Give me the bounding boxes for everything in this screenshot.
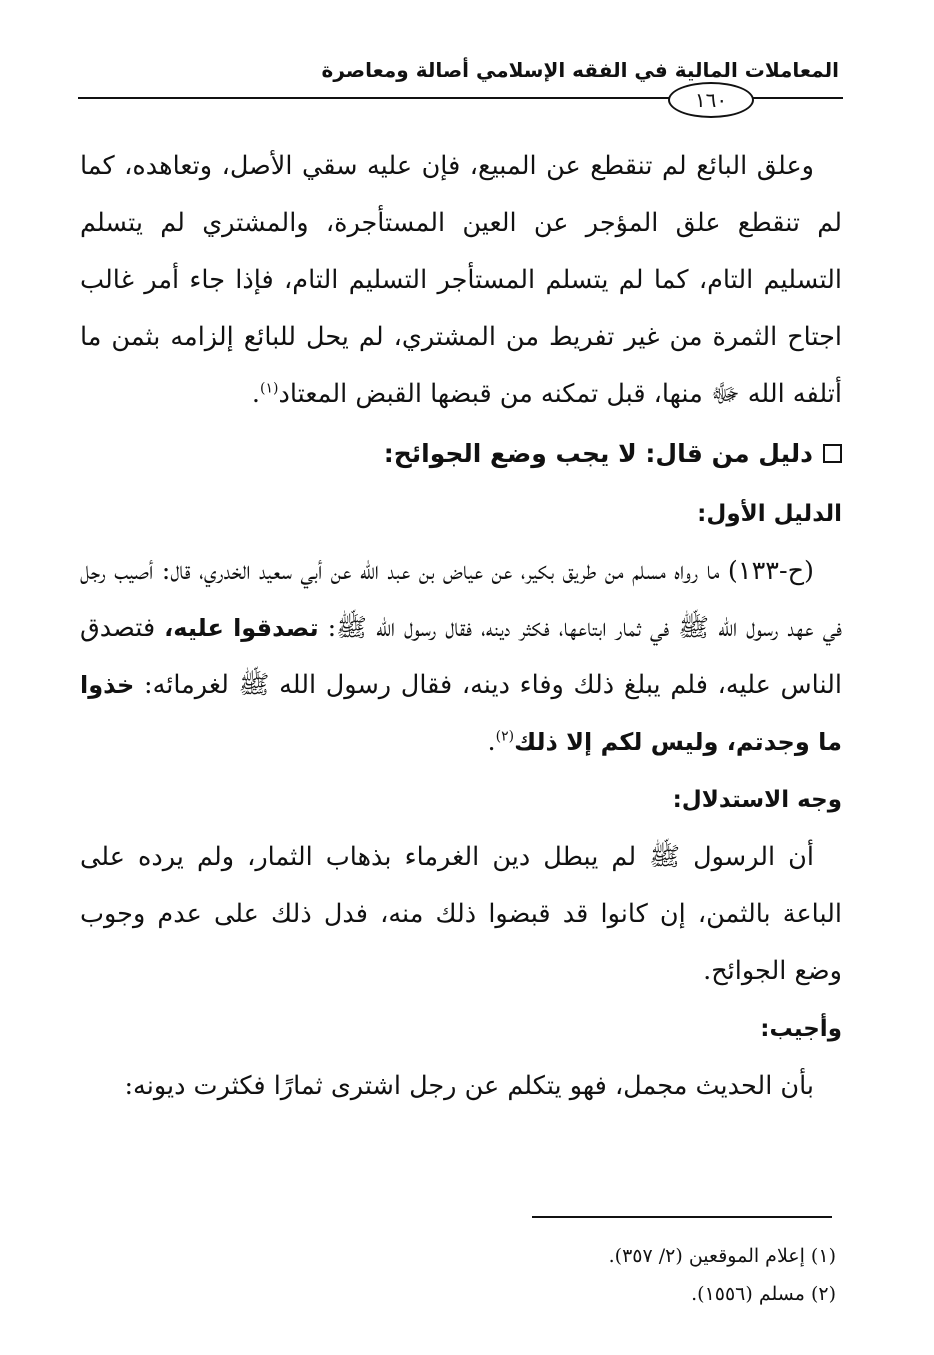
paragraph-2-part1: (ح-١٣٣) ما رواه مسلم من طريق بكير، عن عياض بن عبد الله عن أبي سعيد الخدري، قال: أصيب رجل في عهد رسول الله ﷺ في ثمار ابتاعها، فكثر دينه، فقال رسول الله ﷺ: bbox=[80, 556, 842, 643]
subheading-reply: وأجيب: bbox=[760, 1016, 842, 1042]
paragraph-4: بأن الحديث مجمل، فهو يتكلم عن رجل اشترى ثمارًا فكثرت ديونه: bbox=[124, 1071, 814, 1101]
footnote-rule bbox=[532, 1216, 832, 1218]
footnote-2: (٢) مسلم (١٥٥٦). bbox=[691, 1283, 836, 1305]
paragraph-2-end: . bbox=[487, 727, 496, 757]
paragraph-2 bbox=[80, 543, 842, 771]
section-heading-text: دليل من قال: لا يجب وضع الجوائح: bbox=[383, 439, 813, 468]
paragraph-1 bbox=[80, 138, 842, 423]
footnotes bbox=[236, 1237, 836, 1313]
subheading-first-evidence: الدليل الأول: bbox=[697, 501, 842, 527]
paragraph-2-bold2: خذوا ما وجدتم، وليس لكم إلا ذلك bbox=[80, 671, 842, 756]
paragraph-3: أن الرسول ﷺ لم يبطل دين الغرماء بذهاب الثمار، ولم يرده على الباعة بالثمن، إن كانوا قد قبضوا ذلك منه، فدل ذلك على عدم وجوب وضع الجوائح. bbox=[80, 842, 842, 986]
footnote-ref-1: (١) bbox=[260, 380, 279, 397]
subheading-inference: وجه الاستدلال: bbox=[672, 787, 842, 813]
page-number: ١٦٠ bbox=[668, 82, 754, 118]
paragraph-1-text: وعلق البائع لم تنقطع عن المبيع، فإن عليه سقي الأصل، وتعاهده، كما لم تنقطع علق المؤجر عن العين المستأجرة، والمشتري لم يتسلم التسليم التام، كما لم يتسلم المستأجر التسليم التام، فإذا جاء أمر غالب اجتاح الثمرة من غير تفريط من المشتري، لم يحل للبائع إلزامه بثمن ما أتلفه الله ﷻ منها، قبل تمكنه من قبضها القبض المعتاد bbox=[80, 151, 842, 409]
paragraph-2-bold1: تصدقوا عليه، bbox=[164, 614, 319, 642]
running-header-title: المعاملات المالية في الفقه الإسلامي أصالة ومعاصرة bbox=[321, 58, 839, 82]
square-bullet-icon bbox=[823, 444, 842, 463]
footnote-ref-2: (٢) bbox=[495, 728, 515, 745]
main-text bbox=[80, 138, 842, 1115]
paragraph-2-part2: فتصدق الناس عليه، فلم يبلغ ذلك وفاء دينه، فقال رسول الله ﷺ لغرمائه: bbox=[80, 613, 842, 700]
paragraph-1-end: . bbox=[251, 379, 261, 409]
section-heading bbox=[80, 423, 842, 485]
footnote-1: (١) إعلام الموقعين (٢/ ٣٥٧). bbox=[608, 1245, 836, 1267]
